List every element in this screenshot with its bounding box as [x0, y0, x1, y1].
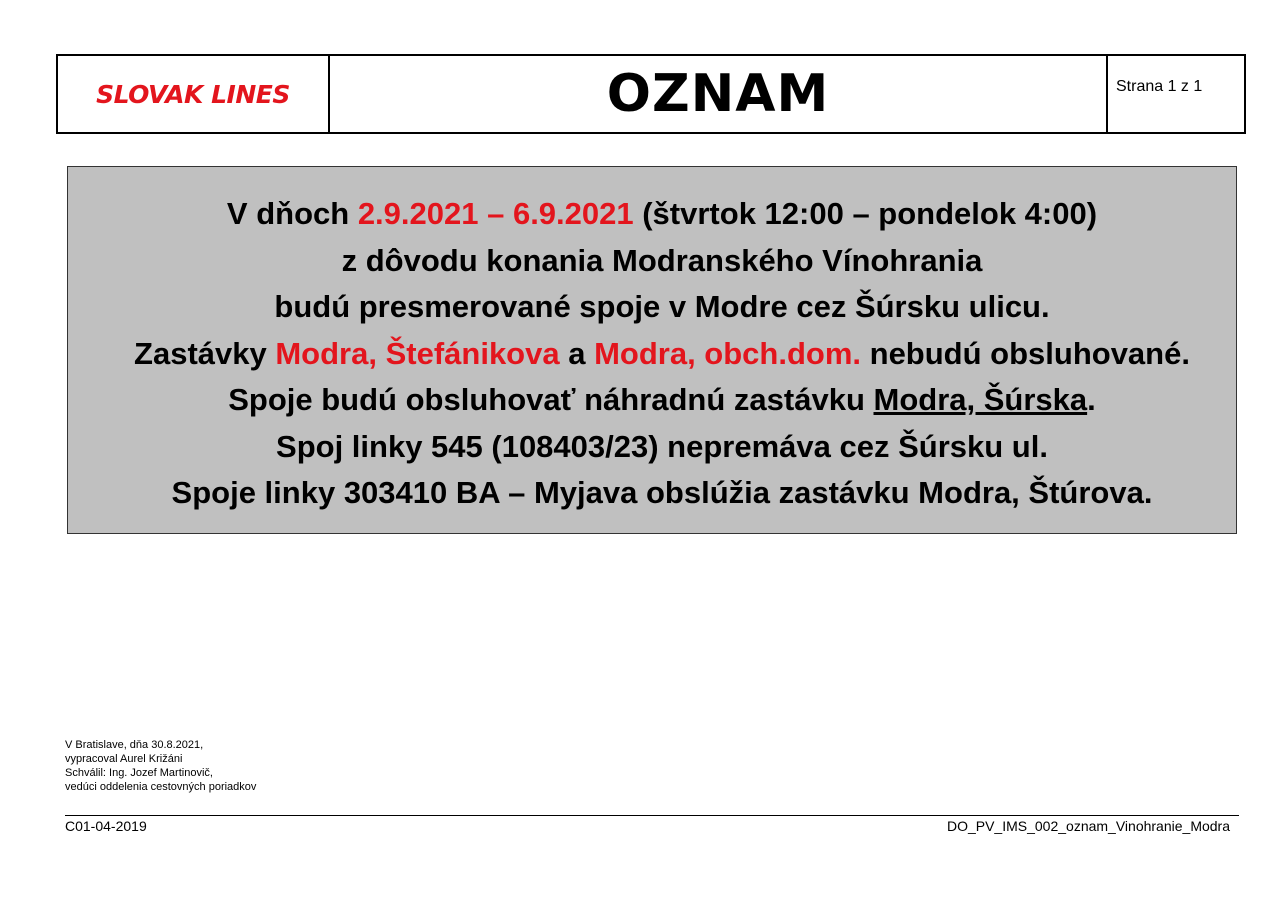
notice-text: .	[1087, 382, 1096, 417]
document-filename: DO_PV_IMS_002_oznam_Vinohranie_Modra	[946, 818, 1230, 834]
notice-replacement-stop: Modra, Šúrska	[873, 382, 1088, 417]
notice-line-stops	[88, 331, 1236, 378]
footer-divider	[65, 815, 1239, 816]
notice-text: nebudú obsluhované.	[861, 335, 1190, 371]
footer-note-line: vypracoval Aurel Križáni	[65, 753, 183, 765]
document-header	[56, 54, 1246, 134]
notice-highlight-stop-2: Modra, obch.dom.	[594, 335, 862, 371]
page-info: Strana 1 z 1	[1116, 78, 1203, 95]
footer-note-line: V Bratislave, dňa 30.8.2021,	[65, 739, 204, 751]
notice-box	[67, 166, 1237, 534]
notice-line-reason: z dôvodu konania Modranského Vínohrania	[341, 242, 983, 278]
document-title: OZNAM	[606, 64, 830, 124]
title-cell	[330, 56, 1108, 132]
notice-text: Zastávky	[134, 335, 276, 371]
logo-cell	[58, 56, 330, 132]
notice-line-replacement	[88, 377, 1236, 424]
notice-line-545: Spoj linky 545 (108403/23) nepremáva cez Šúrsku ul.	[276, 428, 1048, 464]
footer-note-line: vedúci oddelenia cestovných poriadkov	[65, 781, 257, 793]
notice-text: (štvrtok 12:00 – pondelok 4:00)	[633, 196, 1098, 231]
footer-note-line: Schválil: Ing. Jozef Martinovič,	[65, 767, 213, 779]
notice-text: V dňoch	[226, 196, 358, 231]
notice-text: a	[559, 335, 595, 371]
footer-notes	[65, 738, 256, 794]
company-logo: SLOVAK LINES	[96, 79, 290, 109]
document-code: C01-04-2019	[65, 818, 147, 834]
notice-text: Spoje budú obsluhovať náhradnú zastávku	[228, 382, 874, 417]
notice-line-redirect: budú presmerované spoje v Modre cez Šúrsku ulicu.	[274, 289, 1050, 324]
notice-line-303410: Spoje linky 303410 BA – Myjava obslúžia zastávku Modra, Štúrova.	[171, 475, 1153, 510]
notice-line-dates	[88, 191, 1236, 238]
notice-highlight-stop-1: Modra, Štefánikova	[275, 335, 560, 371]
notice-highlight-dates: 2.9.2021 – 6.9.2021	[357, 196, 634, 231]
